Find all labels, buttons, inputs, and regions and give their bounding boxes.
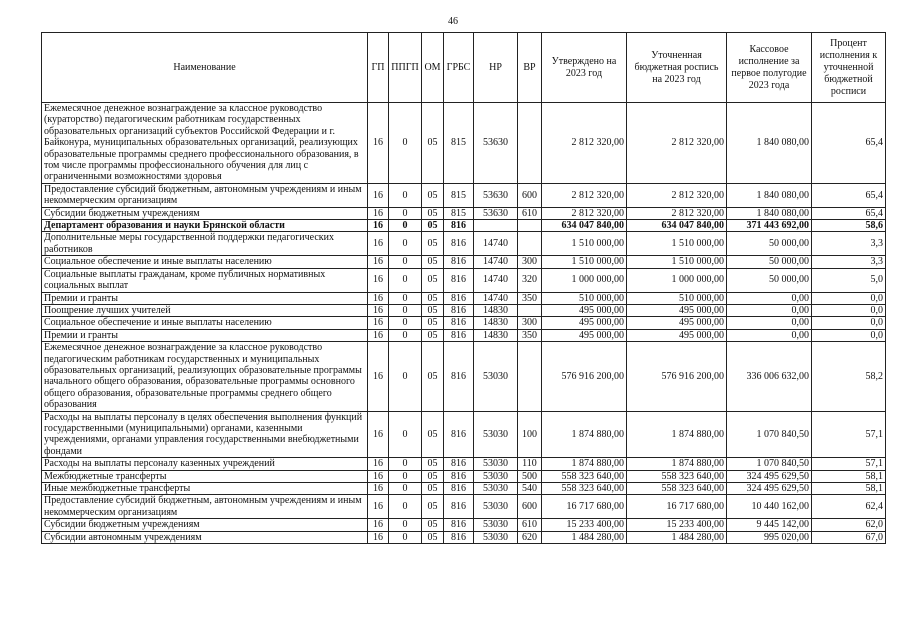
row-refined: 1 874 880,00 [627,458,727,470]
row-refined: 558 323 640,00 [627,483,727,495]
row-refined: 1 510 000,00 [627,232,727,256]
row-cash: 0,00 [727,292,812,304]
row-ppgp: 0 [389,329,422,341]
row-name: Расходы на выплаты персоналу в целях обеспечения выполнения функций государственными (муниципальными) органами, казенными учреждениями, органами управления государственными внебюджетными фондами [42,411,368,458]
table-row [42,342,886,411]
row-approved: 2 812 320,00 [542,103,627,184]
row-ppgp: 0 [389,220,422,232]
header-name: Наименование [42,33,368,103]
row-refined: 634 047 840,00 [627,220,727,232]
row-gp: 16 [368,232,389,256]
row-grbs: 816 [444,292,474,304]
row-ppgp: 0 [389,232,422,256]
row-refined: 510 000,00 [627,292,727,304]
row-name: Расходы на выплаты персоналу казенных учреждений [42,458,368,470]
row-percent: 62,4 [812,495,886,519]
row-grbs: 815 [444,207,474,219]
row-np: 14740 [474,256,518,268]
row-percent: 62,0 [812,519,886,531]
row-ppgp: 0 [389,342,422,411]
row-percent: 58,6 [812,220,886,232]
header-vr: ВР [518,33,542,103]
row-om: 05 [422,183,444,207]
row-approved: 576 916 200,00 [542,342,627,411]
row-approved: 495 000,00 [542,317,627,329]
row-vr [518,232,542,256]
row-np: 53630 [474,183,518,207]
row-cash: 336 006 632,00 [727,342,812,411]
row-gp: 16 [368,342,389,411]
row-np [474,220,518,232]
row-vr: 100 [518,411,542,458]
row-gp: 16 [368,329,389,341]
row-gp: 16 [368,304,389,316]
row-ppgp: 0 [389,317,422,329]
header-om: ОМ [422,33,444,103]
row-name: Премии и гранты [42,292,368,304]
row-om: 05 [422,232,444,256]
row-np: 53030 [474,411,518,458]
row-ppgp: 0 [389,483,422,495]
row-om: 05 [422,483,444,495]
row-np: 53030 [474,483,518,495]
row-np: 14830 [474,329,518,341]
row-grbs: 816 [444,531,474,543]
row-percent: 58,1 [812,483,886,495]
row-name: Межбюджетные трансферты [42,470,368,482]
row-om: 05 [422,531,444,543]
row-name: Иные межбюджетные трансферты [42,483,368,495]
row-name: Департамент образования и науки Брянской области [42,220,368,232]
row-gp: 16 [368,317,389,329]
table-row [42,220,886,232]
page-number: 46 [448,16,458,27]
row-name: Субсидии бюджетным учреждениям [42,519,368,531]
row-approved: 1 484 280,00 [542,531,627,543]
row-om: 05 [422,103,444,184]
header-np: НР [474,33,518,103]
table-row [42,470,886,482]
table-row [42,495,886,519]
row-om: 05 [422,458,444,470]
table-row [42,292,886,304]
row-cash: 10 440 162,00 [727,495,812,519]
row-cash: 1 070 840,50 [727,411,812,458]
row-refined: 558 323 640,00 [627,470,727,482]
row-om: 05 [422,495,444,519]
row-ppgp: 0 [389,103,422,184]
row-cash: 995 020,00 [727,531,812,543]
row-vr: 110 [518,458,542,470]
row-grbs: 816 [444,256,474,268]
row-np: 14740 [474,292,518,304]
row-percent: 58,2 [812,342,886,411]
header-gp: ГП [368,33,389,103]
table-row [42,232,886,256]
header-refined: Уточненная бюджетная роспись на 2023 год [627,33,727,103]
row-cash: 1 840 080,00 [727,183,812,207]
row-np: 14740 [474,232,518,256]
row-name: Социальные выплаты гражданам, кроме публичных нормативных социальных выплат [42,268,368,292]
row-vr: 350 [518,292,542,304]
row-cash: 50 000,00 [727,232,812,256]
row-om: 05 [422,304,444,316]
row-refined: 495 000,00 [627,317,727,329]
row-ppgp: 0 [389,292,422,304]
row-ppgp: 0 [389,519,422,531]
row-ppgp: 0 [389,183,422,207]
row-vr: 350 [518,329,542,341]
row-refined: 495 000,00 [627,304,727,316]
row-percent: 5,0 [812,268,886,292]
row-gp: 16 [368,292,389,304]
row-name: Поощрение лучших учителей [42,304,368,316]
row-ppgp: 0 [389,458,422,470]
table-row [42,103,886,184]
row-percent: 65,4 [812,183,886,207]
row-np: 53630 [474,207,518,219]
row-om: 05 [422,220,444,232]
row-vr: 610 [518,207,542,219]
row-np: 14740 [474,268,518,292]
row-approved: 495 000,00 [542,329,627,341]
row-percent: 3,3 [812,232,886,256]
row-approved: 1 874 880,00 [542,411,627,458]
row-approved: 558 323 640,00 [542,470,627,482]
row-grbs: 816 [444,268,474,292]
table-row [42,256,886,268]
row-refined: 1 874 880,00 [627,411,727,458]
row-percent: 0,0 [812,292,886,304]
row-np: 53030 [474,342,518,411]
row-approved: 15 233 400,00 [542,519,627,531]
row-refined: 15 233 400,00 [627,519,727,531]
row-ppgp: 0 [389,304,422,316]
table-row [42,317,886,329]
table-body [42,103,886,544]
row-refined: 576 916 200,00 [627,342,727,411]
row-name: Ежемесячное денежное вознаграждение за классное руководство педагогическим работникам государственных и муниципальных образовательных организаций, реализующих образовательные программы начального общего образования, образовательные программы основного общего образования, образовательные программы среднего общего образования [42,342,368,411]
row-cash: 50 000,00 [727,256,812,268]
row-approved: 558 323 640,00 [542,483,627,495]
row-ppgp: 0 [389,411,422,458]
row-name: Субсидии бюджетным учреждениям [42,207,368,219]
row-refined: 16 717 680,00 [627,495,727,519]
row-vr: 300 [518,256,542,268]
row-gp: 16 [368,495,389,519]
row-gp: 16 [368,519,389,531]
header-ppgp: ППГП [389,33,422,103]
table-row [42,531,886,543]
table-row [42,411,886,458]
row-cash: 0,00 [727,317,812,329]
row-refined: 2 812 320,00 [627,103,727,184]
row-om: 05 [422,317,444,329]
table-row [42,329,886,341]
row-cash: 0,00 [727,304,812,316]
row-om: 05 [422,411,444,458]
row-gp: 16 [368,268,389,292]
row-vr: 500 [518,470,542,482]
row-name: Субсидии автономным учреждениям [42,531,368,543]
row-gp: 16 [368,531,389,543]
row-grbs: 816 [444,329,474,341]
row-ppgp: 0 [389,268,422,292]
row-np: 53030 [474,458,518,470]
row-ppgp: 0 [389,207,422,219]
row-gp: 16 [368,411,389,458]
table-row [42,519,886,531]
row-percent: 57,1 [812,458,886,470]
row-vr: 620 [518,531,542,543]
row-om: 05 [422,268,444,292]
row-om: 05 [422,292,444,304]
row-percent: 58,1 [812,470,886,482]
row-ppgp: 0 [389,531,422,543]
row-vr: 540 [518,483,542,495]
row-grbs: 816 [444,458,474,470]
row-name: Премии и гранты [42,329,368,341]
row-grbs: 815 [444,183,474,207]
table-header-row [42,33,886,103]
row-approved: 1 510 000,00 [542,256,627,268]
row-percent: 0,0 [812,329,886,341]
row-grbs: 816 [444,470,474,482]
row-cash: 50 000,00 [727,268,812,292]
row-gp: 16 [368,207,389,219]
table-row [42,304,886,316]
row-grbs: 816 [444,220,474,232]
row-gp: 16 [368,103,389,184]
row-vr [518,304,542,316]
table-row [42,207,886,219]
row-cash: 324 495 629,50 [727,470,812,482]
row-refined: 1 000 000,00 [627,268,727,292]
row-gp: 16 [368,256,389,268]
header-cash: Кассовое исполнение за первое полугодие 2023 года [727,33,812,103]
row-refined: 2 812 320,00 [627,183,727,207]
row-np: 53030 [474,495,518,519]
row-cash: 371 443 692,00 [727,220,812,232]
row-refined: 495 000,00 [627,329,727,341]
table-row [42,268,886,292]
row-percent: 57,1 [812,411,886,458]
row-cash: 1 070 840,50 [727,458,812,470]
row-om: 05 [422,329,444,341]
row-om: 05 [422,470,444,482]
table-row [42,183,886,207]
row-cash: 324 495 629,50 [727,483,812,495]
row-approved: 2 812 320,00 [542,183,627,207]
row-percent: 3,3 [812,256,886,268]
header-percent: Процент исполнения к уточненной бюджетной росписи [812,33,886,103]
row-np: 14830 [474,317,518,329]
row-percent: 0,0 [812,304,886,316]
row-om: 05 [422,519,444,531]
row-name: Предоставление субсидий бюджетным, автономным учреждениям и иным некоммерческим организациям [42,495,368,519]
row-ppgp: 0 [389,470,422,482]
table-row [42,458,886,470]
row-name: Предоставление субсидий бюджетным, автономным учреждениям и иным некоммерческим организациям [42,183,368,207]
row-grbs: 816 [444,317,474,329]
row-grbs: 816 [444,342,474,411]
row-percent: 65,4 [812,103,886,184]
row-approved: 495 000,00 [542,304,627,316]
row-om: 05 [422,342,444,411]
budget-table [41,32,886,544]
table-row [42,483,886,495]
row-cash: 9 445 142,00 [727,519,812,531]
row-grbs: 815 [444,103,474,184]
row-approved: 634 047 840,00 [542,220,627,232]
row-approved: 1 510 000,00 [542,232,627,256]
row-name: Ежемесячное денежное вознаграждение за классное руководство (кураторство) педагогическим работникам государственных образовательных организаций субъектов Российской Федерации и г. Байконура, муниципальных образовательных организаций, реализующих образовательные программы среднего профессионального образования, в том числе программы профессионального обучения для лиц с ограниченными возможностями здоровья [42,103,368,184]
row-percent: 67,0 [812,531,886,543]
row-refined: 2 812 320,00 [627,207,727,219]
row-gp: 16 [368,220,389,232]
row-om: 05 [422,256,444,268]
row-gp: 16 [368,458,389,470]
row-np: 53030 [474,531,518,543]
row-cash: 0,00 [727,329,812,341]
row-name: Дополнительные меры государственной поддержки педагогических работников [42,232,368,256]
row-vr [518,103,542,184]
row-vr: 600 [518,183,542,207]
row-ppgp: 0 [389,256,422,268]
row-grbs: 816 [444,411,474,458]
row-name: Социальное обеспечение и иные выплаты населению [42,256,368,268]
row-gp: 16 [368,183,389,207]
row-approved: 1 000 000,00 [542,268,627,292]
row-cash: 1 840 080,00 [727,103,812,184]
row-grbs: 816 [444,304,474,316]
row-grbs: 816 [444,495,474,519]
row-np: 53030 [474,519,518,531]
row-np: 14830 [474,304,518,316]
row-approved: 510 000,00 [542,292,627,304]
row-vr [518,342,542,411]
row-refined: 1 484 280,00 [627,531,727,543]
row-vr: 610 [518,519,542,531]
header-grbs: ГРБС [444,33,474,103]
row-gp: 16 [368,470,389,482]
header-approved: Утверждено на 2023 год [542,33,627,103]
row-approved: 16 717 680,00 [542,495,627,519]
row-approved: 2 812 320,00 [542,207,627,219]
row-gp: 16 [368,483,389,495]
row-grbs: 816 [444,519,474,531]
row-cash: 1 840 080,00 [727,207,812,219]
row-ppgp: 0 [389,495,422,519]
row-vr [518,220,542,232]
row-refined: 1 510 000,00 [627,256,727,268]
row-np: 53630 [474,103,518,184]
row-om: 05 [422,207,444,219]
row-grbs: 816 [444,232,474,256]
row-percent: 65,4 [812,207,886,219]
row-vr: 320 [518,268,542,292]
row-vr: 300 [518,317,542,329]
row-np: 53030 [474,470,518,482]
row-grbs: 816 [444,483,474,495]
row-approved: 1 874 880,00 [542,458,627,470]
row-vr: 600 [518,495,542,519]
row-percent: 0,0 [812,317,886,329]
row-name: Социальное обеспечение и иные выплаты населению [42,317,368,329]
